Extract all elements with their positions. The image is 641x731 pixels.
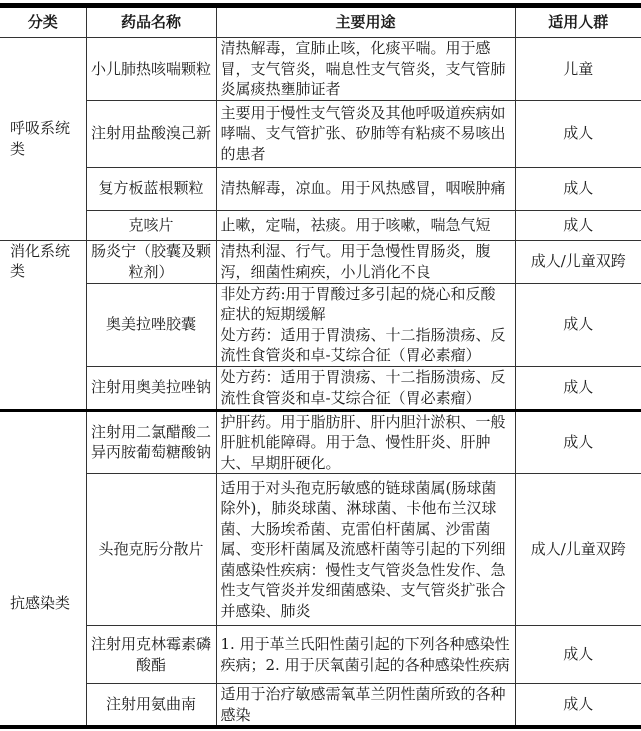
table-header <box>0 6 641 38</box>
table-bottom-rule <box>0 728 641 729</box>
table-row <box>0 474 641 626</box>
table-row <box>0 38 641 101</box>
category-anti-infective: 抗感染类 <box>0 410 86 727</box>
drug-name: 注射用氨曲南 <box>86 684 216 727</box>
drug-name: 奥美拉唑胶囊 <box>86 283 216 366</box>
header-population: 适用人群 <box>515 6 641 38</box>
table-row <box>0 410 641 474</box>
drug-usage: 适用于对头孢克肟敏感的链球菌属(肠球菌除外)，肺炎球菌、淋球菌、卡他布兰汉球菌、大肠埃希菌、克雷伯杆菌属、沙雷菌属、变形杆菌属及流感杆菌等引起的下列细菌感染性疾病：慢性支气管炎急性发作、急性支气管炎并发细菌感染、支气管炎扩张合并感染、肺炎 <box>216 474 515 626</box>
drug-usage: 护肝药。用于脂肪肝、肝内胆汁淤积、一般肝脏机能障碍。用于急、慢性肝炎、肝肿大、早期肝硬化。 <box>216 410 515 474</box>
drug-usage: 止嗽，定喘，祛痰。用于咳嗽，喘急气短 <box>216 210 515 240</box>
drug-name: 注射用盐酸溴己新 <box>86 100 216 167</box>
table-row <box>0 684 641 727</box>
table-row <box>0 100 641 167</box>
drug-name: 克咳片 <box>86 210 216 240</box>
drug-population: 成人 <box>515 283 641 366</box>
drug-population: 成人 <box>515 210 641 240</box>
drug-table <box>0 3 641 728</box>
drug-population: 成人/儿童双跨 <box>515 474 641 626</box>
drug-usage: 非处方药:用于胃酸过多引起的烧心和反酸症状的短期缓解 处方药：适用于胃溃疡、十二指肠溃疡、反流性食管炎和卓-艾综合征（胃必素瘤） <box>216 283 515 366</box>
drug-usage: 适用于治疗敏感需氧革兰阴性菌所致的各种感染 <box>216 684 515 727</box>
drug-name: 注射用奥美拉唑钠 <box>86 366 216 410</box>
drug-population: 成人 <box>515 684 641 727</box>
drug-name: 头孢克肟分散片 <box>86 474 216 626</box>
drug-usage: 清热解毒，宣肺止咳，化痰平喘。用于感冒，支气管炎，喘息性支气管炎，支气管肺炎属痰热壅肺证者 <box>216 38 515 101</box>
category-digestive: 消化系统类 <box>0 240 86 410</box>
drug-population: 成人/儿童双跨 <box>515 240 641 283</box>
drug-usage: 清热解毒，凉血。用于风热感冒，咽喉肿痛 <box>216 167 515 210</box>
drug-usage: 主要用于慢性支气管炎及其他呼吸道疾病如哮喘、支气管扩张、矽肺等有粘痰不易咳出的患者 <box>216 100 515 167</box>
drug-usage: 1. 用于革兰氏阳性菌引起的下列各种感染性疾病；2. 用于厌氧菌引起的各种感染性疾病 <box>216 626 515 684</box>
table-row <box>0 167 641 210</box>
table-row <box>0 240 641 283</box>
drug-name: 肠炎宁（胶囊及颗粒剂） <box>86 240 216 283</box>
drug-name: 复方板蓝根颗粒 <box>86 167 216 210</box>
drug-name: 小儿肺热咳喘颗粒 <box>86 38 216 101</box>
drug-usage: 清热利湿、行气。用于急慢性胃肠炎，腹泻，细菌性痢疾，小儿消化不良 <box>216 240 515 283</box>
table-row <box>0 210 641 240</box>
drug-population: 儿童 <box>515 38 641 101</box>
drug-population: 成人 <box>515 626 641 684</box>
category-respiratory: 呼吸系统类 <box>0 38 86 241</box>
drug-population: 成人 <box>515 100 641 167</box>
header-usage: 主要用途 <box>216 6 515 38</box>
table-row <box>0 626 641 684</box>
drug-name: 注射用二氯醋酸二异丙胺葡萄糖酸钠 <box>86 410 216 474</box>
drug-name: 注射用克林霉素磷酸酯 <box>86 626 216 684</box>
header-drug-name: 药品名称 <box>86 6 216 38</box>
drug-population: 成人 <box>515 366 641 410</box>
table-row <box>0 366 641 410</box>
drug-population: 成人 <box>515 410 641 474</box>
drug-population: 成人 <box>515 167 641 210</box>
table-row <box>0 283 641 366</box>
drug-usage: 处方药：适用于胃溃疡、十二指肠溃疡、反流性食管炎和卓-艾综合征（胃必素瘤） <box>216 366 515 410</box>
header-category: 分类 <box>0 6 86 38</box>
